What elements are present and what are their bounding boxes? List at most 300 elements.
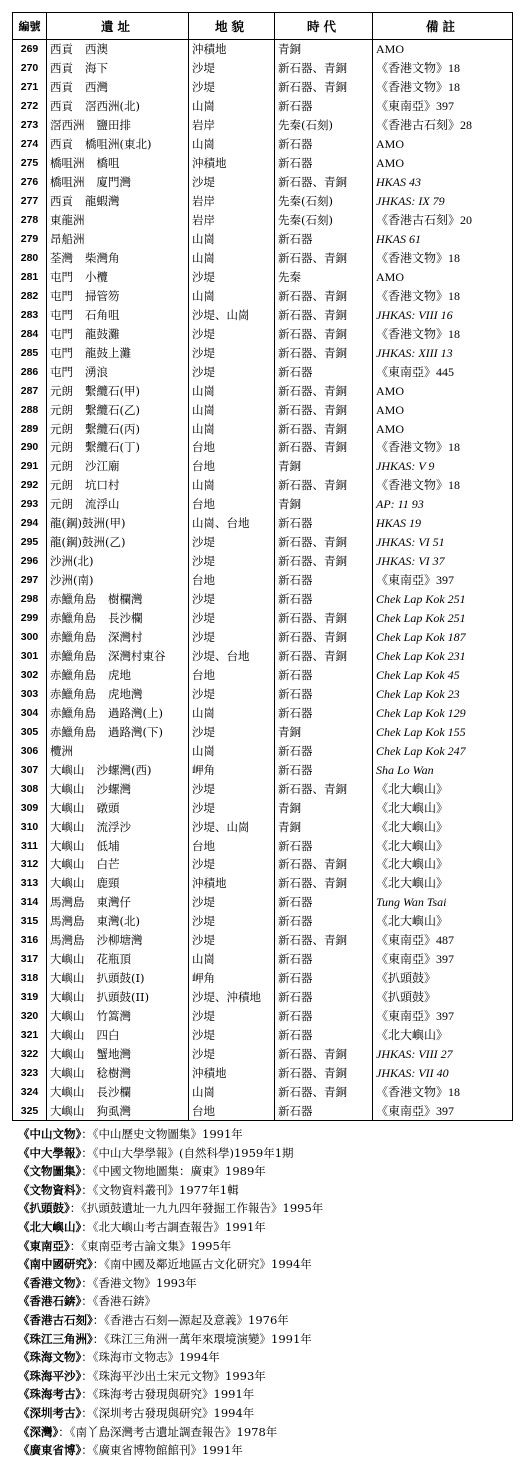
row-period: 新石器 xyxy=(275,362,373,381)
row-note: 《扒頭鼓》 xyxy=(373,969,513,988)
site-name: 滘西洲(北) xyxy=(85,99,140,114)
row-period: 新石器 xyxy=(275,1101,373,1120)
table-header-row xyxy=(13,13,513,40)
site-district: 大嶼山 xyxy=(50,1103,85,1118)
table-row xyxy=(13,684,513,703)
row-number: 286 xyxy=(13,362,47,381)
row-site xyxy=(47,78,189,97)
row-note: AP: 11 93 xyxy=(373,495,513,514)
site-name: 柴灣角 xyxy=(85,250,120,265)
row-period: 新石器、青銅 xyxy=(275,552,373,571)
site-district: 西貢 xyxy=(50,61,73,76)
row-site xyxy=(47,59,189,78)
row-site xyxy=(47,362,189,381)
reference-full-title: ：《珠海平沙出土宋元文物》1993年 xyxy=(81,1368,266,1383)
site-name: 長沙欄 xyxy=(108,611,143,626)
site-name: 橋咀洲(東北) xyxy=(85,137,152,152)
row-landform: 沙堤 xyxy=(189,684,275,703)
site-name xyxy=(85,213,97,227)
reference-item xyxy=(18,1348,518,1367)
site-district: 橋咀洲 xyxy=(50,175,85,190)
row-landform: 山崗 xyxy=(189,950,275,969)
row-landform: 沙堤 xyxy=(189,912,275,931)
row-number: 312 xyxy=(13,855,47,874)
row-note: AMO xyxy=(373,40,513,59)
site-name: 稔樹灣 xyxy=(96,1065,131,1080)
site-name: 沙螺灣(西) xyxy=(96,762,152,777)
site-district: 屯門 xyxy=(50,364,73,379)
site-name: 小欖 xyxy=(85,269,108,284)
site-name: 礅頭 xyxy=(96,800,120,815)
site-district: 元朗 xyxy=(50,383,73,398)
site-name: 沙螺灣 xyxy=(96,781,131,796)
header-landform: 地貌 xyxy=(189,13,275,40)
row-note: JHKAS: VI 37 xyxy=(373,552,513,571)
row-site xyxy=(47,552,189,571)
row-note: 《北大嶼山》 xyxy=(373,836,513,855)
table-row xyxy=(13,1101,513,1120)
row-site xyxy=(47,874,189,893)
site-district: 元朗 xyxy=(50,421,73,436)
table-row xyxy=(13,286,513,305)
reference-full-title: ：《南丫島深灣考古遺址調查報告》1978年 xyxy=(58,1424,278,1439)
row-note: JHKAS: VI 51 xyxy=(373,533,513,552)
row-number: 285 xyxy=(13,343,47,362)
table-row xyxy=(13,836,513,855)
site-district: 屯門 xyxy=(50,307,73,322)
row-number: 302 xyxy=(13,665,47,684)
site-district: 赤鱲角島 xyxy=(50,611,96,626)
table-row xyxy=(13,1063,513,1082)
reference-abbreviation: 《深圳考古》 xyxy=(18,1405,82,1420)
site-district: 昂船洲 xyxy=(50,232,85,246)
row-note: Chek Lap Kok 251 xyxy=(373,590,513,609)
row-site xyxy=(47,1045,189,1064)
reference-abbreviation: 《文物資料》 xyxy=(18,1182,82,1197)
row-note: Chek Lap Kok 247 xyxy=(373,741,513,760)
row-number: 275 xyxy=(13,154,47,173)
row-period: 新石器 xyxy=(275,836,373,855)
row-landform: 山崗 xyxy=(189,381,275,400)
table-row xyxy=(13,230,513,249)
row-number: 313 xyxy=(13,874,47,893)
row-landform: 沙堤 xyxy=(189,722,275,741)
row-number: 319 xyxy=(13,988,47,1007)
row-number: 315 xyxy=(13,912,47,931)
row-site xyxy=(47,722,189,741)
row-note: JHKAS: VII 40 xyxy=(373,1063,513,1082)
row-period: 新石器、青銅 xyxy=(275,305,373,324)
table-row xyxy=(13,78,513,97)
site-name: 坑口村 xyxy=(85,478,120,493)
reference-abbreviation: 《深灣》 xyxy=(18,1424,59,1439)
row-landform: 山崗 xyxy=(189,419,275,438)
reference-abbreviation: 《珠海考古》 xyxy=(18,1387,82,1402)
row-number: 305 xyxy=(13,722,47,741)
row-landform: 沙堤 xyxy=(189,1007,275,1026)
row-period: 新石器、青銅 xyxy=(275,78,373,97)
row-landform: 台地 xyxy=(189,457,275,476)
site-name: 鹽田排 xyxy=(96,118,131,133)
table-row xyxy=(13,343,513,362)
row-site xyxy=(47,855,189,874)
row-landform: 沙堤、沖積地 xyxy=(189,988,275,1007)
row-landform: 沙堤 xyxy=(189,609,275,628)
row-number: 304 xyxy=(13,703,47,722)
row-landform: 沙堤 xyxy=(189,324,275,343)
row-period: 青銅 xyxy=(275,798,373,817)
site-district: 大嶼山 xyxy=(50,1028,85,1043)
row-site xyxy=(47,438,189,457)
header-period: 時代 xyxy=(275,13,373,40)
row-note: Sha Lo Wan xyxy=(373,760,513,779)
row-site xyxy=(47,343,189,362)
reference-item xyxy=(18,1367,518,1386)
site-district: 大嶼山 xyxy=(50,781,85,796)
row-period: 新石器、青銅 xyxy=(275,476,373,495)
row-period: 新石器 xyxy=(275,571,373,590)
reference-item xyxy=(18,1181,518,1200)
reference-item xyxy=(18,1423,518,1442)
table-row xyxy=(13,192,513,211)
reference-item xyxy=(18,1237,518,1256)
row-landform: 沙堤 xyxy=(189,779,275,798)
site-district: 屯門 xyxy=(50,269,73,284)
row-number: 271 xyxy=(13,78,47,97)
row-landform: 沙堤 xyxy=(189,173,275,192)
site-district: 西貢 xyxy=(50,99,73,114)
reference-full-title: ：《香港文物》1993年 xyxy=(81,1275,197,1290)
row-note: 《北大嶼山》 xyxy=(373,779,513,798)
row-site xyxy=(47,912,189,931)
row-note: 《東南亞》445 xyxy=(373,362,513,381)
row-landform: 山崗 xyxy=(189,476,275,495)
row-period: 新石器、青銅 xyxy=(275,381,373,400)
row-site xyxy=(47,817,189,836)
row-number: 308 xyxy=(13,779,47,798)
table-row xyxy=(13,912,513,931)
header-number: 編號 xyxy=(13,13,47,40)
row-landform: 岬角 xyxy=(189,760,275,779)
table-row xyxy=(13,647,513,666)
row-note: AMO xyxy=(373,381,513,400)
row-site xyxy=(47,97,189,116)
row-landform: 沙堤、山崗 xyxy=(189,817,275,836)
row-site xyxy=(47,969,189,988)
row-note: 《香港古石刻》28 xyxy=(373,116,513,135)
row-number: 303 xyxy=(13,684,47,703)
site-district: 元朗 xyxy=(50,459,73,474)
row-period: 新石器 xyxy=(275,665,373,684)
row-note: 《北大嶼山》 xyxy=(373,798,513,817)
row-period: 新石器 xyxy=(275,684,373,703)
row-landform: 岩岸 xyxy=(189,116,275,135)
row-period: 新石器、青銅 xyxy=(275,874,373,893)
row-site xyxy=(47,1082,189,1101)
table-row xyxy=(13,893,513,912)
table-row xyxy=(13,1045,513,1064)
row-number: 293 xyxy=(13,495,47,514)
row-number: 283 xyxy=(13,305,47,324)
site-name: 沙江廟 xyxy=(85,459,120,474)
site-district: 大嶼山 xyxy=(50,800,85,815)
row-note: AMO xyxy=(373,419,513,438)
row-period: 青銅 xyxy=(275,457,373,476)
row-note: HKAS 19 xyxy=(373,514,513,533)
reference-abbreviation: 《南中國研究》 xyxy=(18,1257,93,1272)
row-landform: 沙堤 xyxy=(189,893,275,912)
row-site xyxy=(47,609,189,628)
row-number: 296 xyxy=(13,552,47,571)
site-district: 大嶼山 xyxy=(50,952,85,967)
site-name: 西灣 xyxy=(85,80,108,95)
reference-full-title: ：《珠海市文物志》1994年 xyxy=(81,1350,220,1365)
row-landform: 沙堤、山崗 xyxy=(189,305,275,324)
row-site xyxy=(47,950,189,969)
site-name: 白芒 xyxy=(96,857,120,872)
table-row xyxy=(13,590,513,609)
row-note: 《香港古石刻》20 xyxy=(373,211,513,230)
site-district: 龍(鋼)鼓洲(乙) xyxy=(50,535,126,550)
site-district: 元朗 xyxy=(50,402,73,417)
reference-item xyxy=(18,1255,518,1274)
reference-item xyxy=(18,1199,518,1218)
row-period: 新石器、青銅 xyxy=(275,173,373,192)
row-site xyxy=(47,457,189,476)
row-landform: 山崗 xyxy=(189,741,275,760)
site-district: 赤鱲角島 xyxy=(50,724,96,739)
row-period: 先秦(石刻) xyxy=(275,192,373,211)
table-row xyxy=(13,116,513,135)
site-name: 龍鼓灘 xyxy=(85,326,120,341)
row-landform: 山崗 xyxy=(189,135,275,154)
table-row xyxy=(13,495,513,514)
site-name: 虎地 xyxy=(108,667,131,682)
row-note: 《香港文物》18 xyxy=(373,476,513,495)
row-landform: 沖積地 xyxy=(189,874,275,893)
table-row xyxy=(13,476,513,495)
table-row xyxy=(13,211,513,230)
row-landform: 沙堤 xyxy=(189,362,275,381)
row-period: 新石器、青銅 xyxy=(275,343,373,362)
site-name: 深灣村 xyxy=(108,630,143,645)
reference-full-title: ：《珠海考古發現與研究》1991年 xyxy=(81,1387,255,1402)
site-name: 廈門灣 xyxy=(96,175,131,190)
site-name: 繫纜石(甲) xyxy=(85,383,140,398)
site-district: 大嶼山 xyxy=(50,1065,85,1080)
row-number: 282 xyxy=(13,286,47,305)
table-row xyxy=(13,1007,513,1026)
row-period: 新石器、青銅 xyxy=(275,59,373,78)
row-number: 300 xyxy=(13,628,47,647)
row-landform: 沙堤 xyxy=(189,1026,275,1045)
row-landform: 山崗 xyxy=(189,248,275,267)
site-name: 樹欄灣 xyxy=(108,592,143,607)
row-period: 新石器 xyxy=(275,912,373,931)
row-number: 311 xyxy=(13,836,47,855)
row-site xyxy=(47,173,189,192)
row-landform: 岩岸 xyxy=(189,192,275,211)
site-district: 馬灣島 xyxy=(50,914,85,929)
site-district: 荃灣 xyxy=(50,250,73,265)
row-landform: 沙堤 xyxy=(189,855,275,874)
site-name: 繫纜石(丁) xyxy=(85,440,140,455)
table-row xyxy=(13,381,513,400)
row-landform: 沙堤 xyxy=(189,533,275,552)
row-number: 288 xyxy=(13,400,47,419)
table-row xyxy=(13,59,513,78)
row-landform: 沙堤 xyxy=(189,343,275,362)
row-period: 新石器、青銅 xyxy=(275,400,373,419)
row-note: 《香港文物》18 xyxy=(373,1082,513,1101)
site-name xyxy=(85,232,97,246)
row-period: 新石器 xyxy=(275,703,373,722)
table-row xyxy=(13,40,513,59)
row-landform: 沙堤 xyxy=(189,267,275,286)
row-number: 295 xyxy=(13,533,47,552)
row-landform: 沙堤 xyxy=(189,1045,275,1064)
table-row xyxy=(13,628,513,647)
site-name: 橋咀 xyxy=(96,156,120,171)
reference-full-title: ：《文物資料叢刊》1977年1輯 xyxy=(81,1182,239,1197)
site-district: 屯門 xyxy=(50,326,73,341)
row-site xyxy=(47,628,189,647)
reference-item xyxy=(18,1330,518,1349)
site-name xyxy=(125,516,137,530)
row-site xyxy=(47,665,189,684)
row-note: JHKAS: XIII 13 xyxy=(373,343,513,362)
site-name: 狗虱灣 xyxy=(96,1103,131,1118)
row-site xyxy=(47,154,189,173)
row-number: 325 xyxy=(13,1101,47,1120)
reference-full-title: ：《深圳考古發現與研究》1994年 xyxy=(81,1405,255,1420)
site-district: 赤鱲角島 xyxy=(50,592,96,607)
row-number: 269 xyxy=(13,40,47,59)
row-landform: 山崗 xyxy=(189,230,275,249)
row-number: 298 xyxy=(13,590,47,609)
reference-full-title: ：《中國文物地圖集：廣東》1989年 xyxy=(81,1164,266,1179)
row-period: 新石器 xyxy=(275,969,373,988)
row-period: 新石器 xyxy=(275,154,373,173)
row-site xyxy=(47,571,189,590)
row-site xyxy=(47,495,189,514)
row-note: 《東南亞》397 xyxy=(373,97,513,116)
site-name: 繫纜石(乙) xyxy=(85,402,140,417)
table-row xyxy=(13,931,513,950)
table-row xyxy=(13,400,513,419)
site-name: 扒頭鼓(I) xyxy=(96,971,145,986)
row-note: 《北大嶼山》 xyxy=(373,874,513,893)
row-note: Chek Lap Kok 155 xyxy=(373,722,513,741)
site-name: 流浮山 xyxy=(85,497,120,512)
row-period: 新石器、青銅 xyxy=(275,931,373,950)
row-period: 新石器、青銅 xyxy=(275,533,373,552)
site-name: 西澳 xyxy=(85,42,108,57)
row-site xyxy=(47,703,189,722)
reference-full-title: ：《珠江三角洲一萬年來環境演變》1991年 xyxy=(92,1331,312,1346)
table-row xyxy=(13,988,513,1007)
site-name: 沙柳塘灣 xyxy=(96,933,143,948)
row-number: 284 xyxy=(13,324,47,343)
row-period: 青銅 xyxy=(275,722,373,741)
site-district: 大嶼山 xyxy=(50,1084,85,1099)
site-name: 東灣(北) xyxy=(96,914,140,929)
table-row xyxy=(13,267,513,286)
reference-full-title: ：《北大嶼山考古調查報告》1991年 xyxy=(81,1219,266,1234)
row-site xyxy=(47,1063,189,1082)
table-row xyxy=(13,533,513,552)
row-note: Chek Lap Kok 231 xyxy=(373,647,513,666)
row-landform: 山崗 xyxy=(189,286,275,305)
row-landform: 沙堤 xyxy=(189,628,275,647)
site-name: 長沙欄 xyxy=(96,1084,131,1099)
site-name: 低埔 xyxy=(96,838,120,853)
reference-full-title: ：《中山大學學報》(自然科學)1959年1期 xyxy=(81,1145,294,1160)
site-district: 赤鱲角島 xyxy=(50,630,96,645)
row-site xyxy=(47,324,189,343)
site-name: 湧浪 xyxy=(85,364,108,379)
row-landform: 沙堤、台地 xyxy=(189,647,275,666)
row-site xyxy=(47,116,189,135)
site-name xyxy=(93,554,105,568)
row-number: 323 xyxy=(13,1063,47,1082)
row-landform: 沙堤 xyxy=(189,798,275,817)
site-district: 屯門 xyxy=(50,288,73,303)
reference-item xyxy=(18,1274,518,1293)
row-landform: 沙堤 xyxy=(189,590,275,609)
table-row xyxy=(13,703,513,722)
row-period: 新石器 xyxy=(275,1007,373,1026)
row-landform: 山崗 xyxy=(189,97,275,116)
row-note: 《香港文物》18 xyxy=(373,324,513,343)
site-name: 龍蝦灣 xyxy=(85,194,120,209)
row-period: 青銅 xyxy=(275,817,373,836)
row-note: AMO xyxy=(373,400,513,419)
row-site xyxy=(47,1101,189,1120)
row-period: 新石器、青銅 xyxy=(275,1063,373,1082)
row-period: 新石器、青銅 xyxy=(275,324,373,343)
row-note: HKAS 43 xyxy=(373,173,513,192)
table-row xyxy=(13,1026,513,1045)
row-number: 289 xyxy=(13,419,47,438)
row-number: 272 xyxy=(13,97,47,116)
row-site xyxy=(47,476,189,495)
row-number: 299 xyxy=(13,609,47,628)
row-note: 《北大嶼山》 xyxy=(373,817,513,836)
site-name: 竹篙灣 xyxy=(96,1009,131,1024)
row-site xyxy=(47,647,189,666)
row-landform: 山崗、台地 xyxy=(189,514,275,533)
reference-item xyxy=(18,1218,518,1237)
site-name: 龍鼓上灘 xyxy=(85,345,131,360)
row-period: 新石器、青銅 xyxy=(275,248,373,267)
row-site xyxy=(47,533,189,552)
table-row xyxy=(13,362,513,381)
row-landform: 沙堤 xyxy=(189,78,275,97)
row-site xyxy=(47,1007,189,1026)
row-number: 310 xyxy=(13,817,47,836)
row-landform: 沖積地 xyxy=(189,40,275,59)
site-district: 沙洲(北) xyxy=(50,554,94,569)
row-site xyxy=(47,135,189,154)
row-number: 273 xyxy=(13,116,47,135)
table-row xyxy=(13,950,513,969)
header-site: 遺址 xyxy=(47,13,189,40)
row-number: 314 xyxy=(13,893,47,912)
row-note: Chek Lap Kok 251 xyxy=(373,609,513,628)
reference-item xyxy=(18,1162,518,1181)
row-period: 新石器、青銅 xyxy=(275,609,373,628)
